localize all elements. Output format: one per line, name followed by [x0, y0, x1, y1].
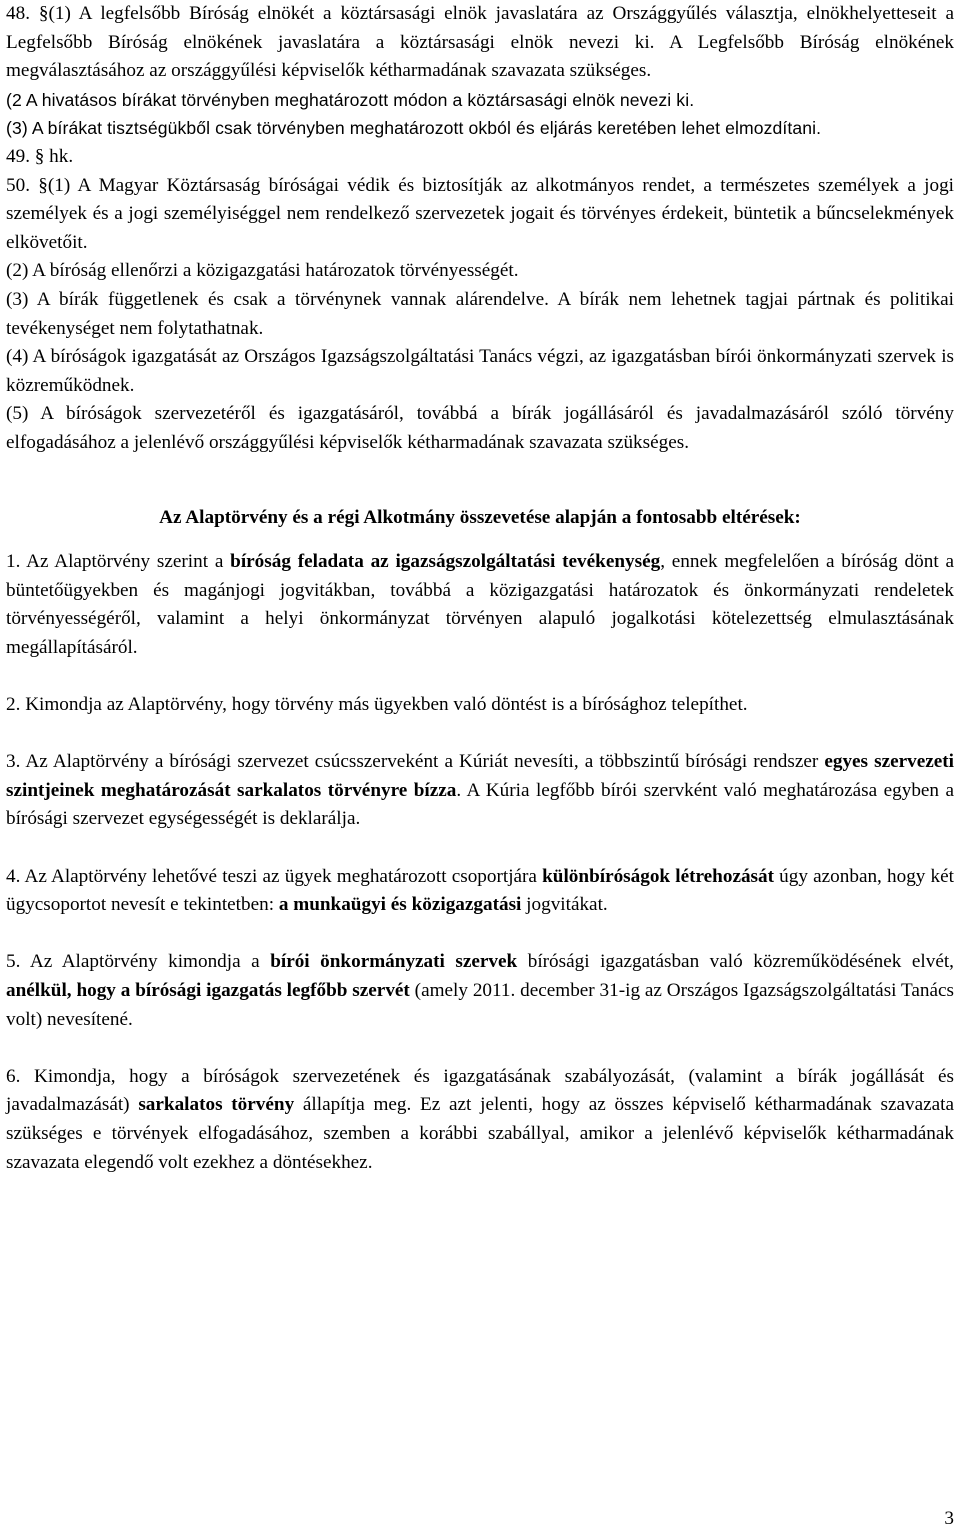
item-text: bírósági igazgatásban való közreműködésének elvét, — [517, 951, 954, 973]
item-text: 5. Az Alaptörvény kimondja a — [6, 951, 271, 973]
page-number: 3 — [944, 1508, 954, 1529]
difference-item-6 — [6, 1063, 954, 1177]
item-text: úgy azonban, hogy két ügycsoportot nevesít e tekintetben: — [6, 865, 954, 916]
item-text: (amely 2011. december 31-ig az Országos Igazságszolgáltatási Tanács volt) nevesítené. — [6, 980, 954, 1030]
emphasis-text: bírói önkormányzati szervek — [270, 951, 518, 973]
article-50-paragraph-5: (5) A bíróságok szervezetéről és igazgatásáról, továbbá a bírák jogállásáról és javadalmazásáról szóló törvény elfogadásához a jelenlévő országgyűlési képviselők kétharmadának szavazata szükséges. — [6, 403, 954, 453]
item-text: állapítja meg. Ez azt jelenti, hogy az összes képviselő kétharmadának szavazata szükséges e törvények elfogadásához, szemben a korábbi szabállyal, amikor a jelenlévő képviselők kétharmadának szavazata elegendő volt ezekhez a döntésekhez. — [6, 1094, 955, 1173]
emphasis-text: sarkalatos törvény — [138, 1094, 295, 1116]
item-text: 4. Az Alaptörvény lehetővé teszi az ügyek meghatározott csoportjára — [6, 865, 543, 887]
item-text: 6. Kimondja, hogy a bíróságok szervezetének és igazgatásának szabályozását, (valamint a bírák jogállását és javadalmazását) — [6, 1065, 954, 1116]
article-50-paragraph-2: (2) A bíróság ellenőrzi a közigazgatási határozatok törvényességét. — [6, 260, 519, 282]
article-48-paragraph-1: 48. §(1) A legfelsőbb Bíróság elnökét a köztársasági elnök javaslatára az Országgyűlés választja, elnökhelyetteseit a Legfelsőbb Bíróság elnökének javaslatára a köztársasági elnök nevezi ki. A Legfelsőbb Bíróság elnökének megválasztásához az országgyűlési képviselők kétharmadának szavazata szükséges. — [6, 3, 954, 82]
article-50-paragraph-1: 50. §(1) A Magyar Köztársaság bíróságai védik és biztosítják az alkotmányos rendet, a természetes személyek a jogi személyek és a jogi személyiséggel nem rendelkező szervezetek jogait és törvényes érdekeit, büntetik a bűncselekmények elkövetőit. — [6, 174, 954, 253]
item-text: jogvitákat. — [521, 894, 608, 916]
difference-item-5 — [6, 948, 954, 1034]
difference-item-3 — [6, 748, 954, 834]
article-50-paragraph-3: (3) A bírák függetlenek és csak a törvénynek vannak alárendelve. A bírák nem lehetnek tagjai pártnak és politikai tevékenységet nem folytathatnak. — [6, 288, 954, 339]
emphasis-text: különbíróságok létrehozását — [542, 865, 775, 887]
item-text: , ennek megfelelően a bíróság dönt a büntetőügyekben és magánjogi jogvitákban, továbbá a közigazgatási határozatok és önkormányzati rendeletek törvényességéről, valamint a helyi önkormányzat törvényen alapuló jogalkotási kötelezettség elmulasztásának megállapításáról. — [6, 551, 954, 658]
item-text: 3. Az Alaptörvény a bírósági szervezet csúcsszerveként a Kúriát nevesíti, a többszintű bírósági rendszer — [6, 751, 825, 773]
article-48-paragraph-2: (2 A hivatásos bírákat törvényben meghatározott módon a köztársasági elnök nevezi ki. — [6, 89, 695, 110]
difference-item-2 — [6, 691, 954, 720]
item-text: 2. Kimondja az Alaptörvény, hogy törvény más ügyekben való döntést is a bírósághoz telepíthet. — [6, 694, 748, 716]
emphasis-text: egyes szervezeti szintjeinek meghatározását sarkalatos törvényre bízza — [6, 751, 954, 801]
difference-item-4 — [6, 863, 954, 920]
document-page — [6, 0, 954, 1206]
article-49-paragraph: 49. § hk. — [6, 145, 74, 167]
emphasis-text: anélkül, hogy a bírósági igazgatás legfőbb szervét — [6, 980, 410, 1001]
articles-48-section — [6, 0, 954, 143]
emphasis-text: bíróság feladata az igazságszolgáltatási tevékenység — [230, 551, 661, 573]
article-48-paragraph-3: (3) A bírákat tisztségükből csak törvényben meghatározott okból és eljárás keretében lehet elmozdítani. — [6, 118, 822, 139]
difference-item-1 — [6, 548, 954, 662]
item-text: 1. Az Alaptörvény szerint a — [6, 551, 231, 573]
item-text: . A Kúria legfőbb bírói szervként való meghatározása egyben a bírósági szervezet egységességét is deklarálja. — [6, 779, 954, 830]
article-50-paragraph-4: (4) A bíróságok igazgatását az Országos Igazságszolgáltatási Tanács végzi, az igazgatásban bírói önkormányzati szervek is közreműködnek. — [6, 346, 954, 396]
differences-list — [6, 548, 954, 1177]
emphasis-text: a munkaügyi és közigazgatási — [278, 894, 522, 916]
articles-49-50-section — [6, 143, 954, 458]
comparison-heading: Az Alaptörvény és a régi Alkotmány összevetése alapján a fontosabb eltérések: — [159, 506, 801, 528]
